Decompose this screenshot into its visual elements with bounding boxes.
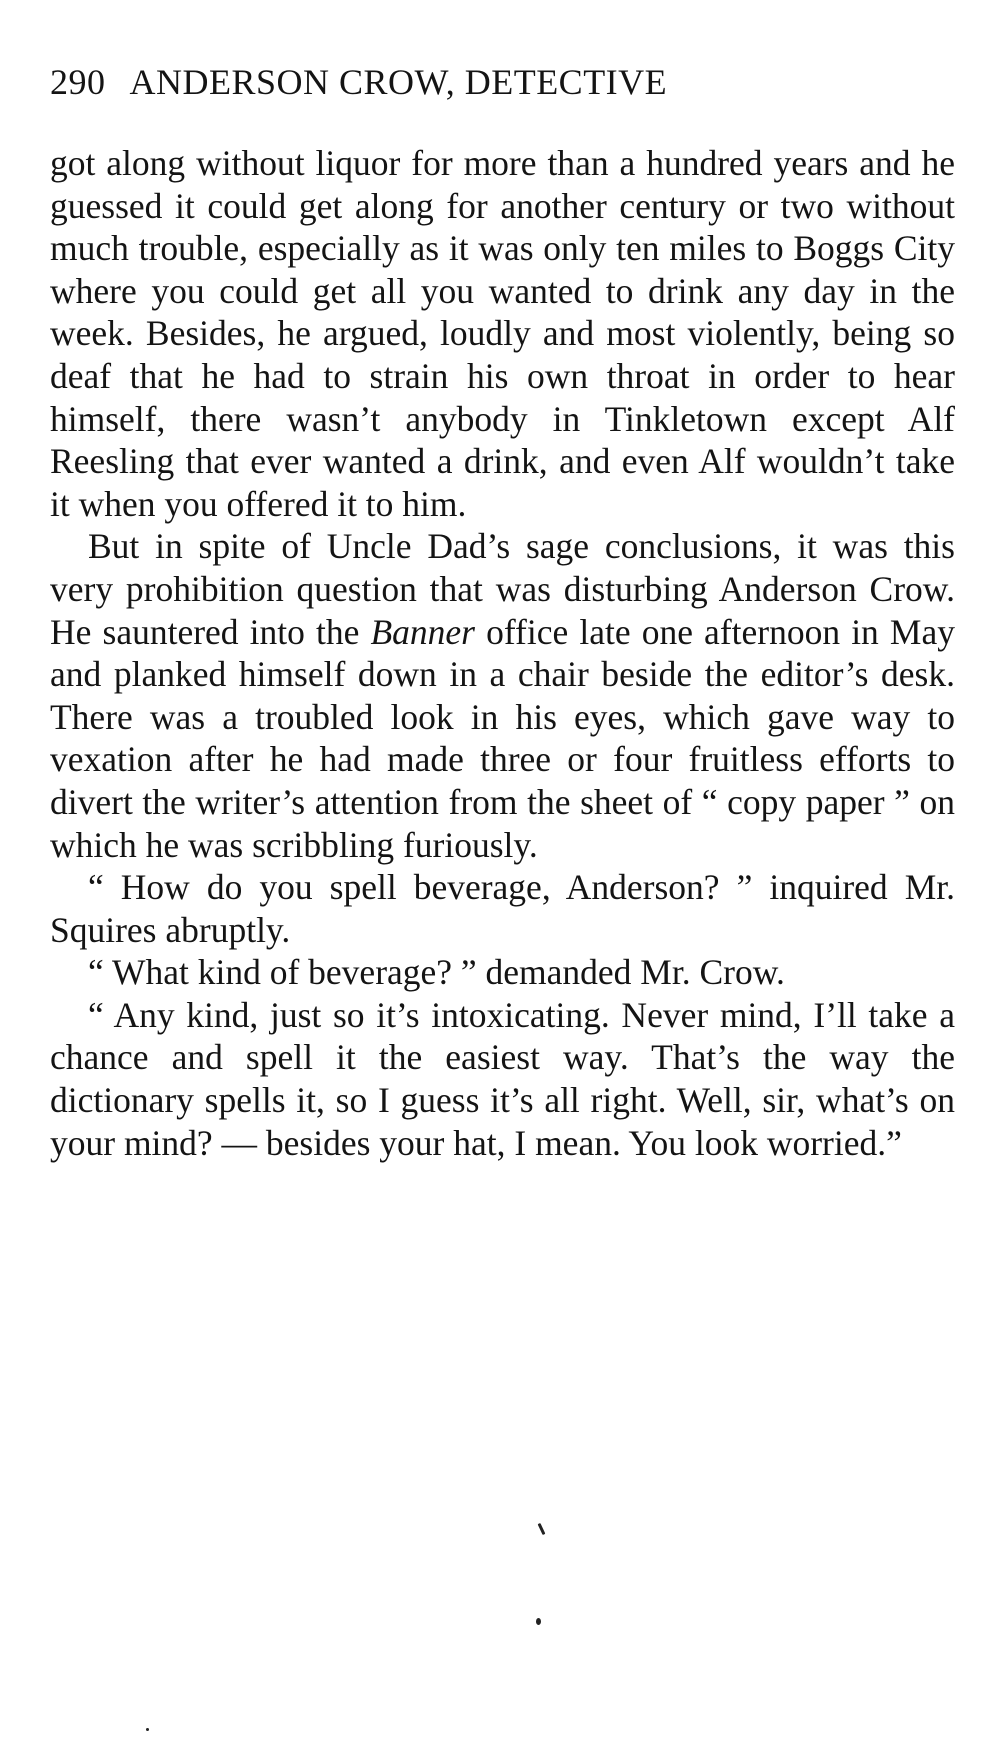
running-title: ANDERSON CROW, DETECTIVE <box>129 62 668 102</box>
page-number: 290 <box>50 62 106 102</box>
print-speck <box>146 1728 149 1731</box>
paragraph-continued: got along without liquor for more than a hundred years and he guessed it could get along for another century or two without much trouble, especially as it was only ten miles to Boggs City where you could get all you wanted to drink any day in the week. Besides, he argued, loudly and most violently, being so deaf that he had to strain his own throat in order to hear himself, there wasn’t anybody in Tinkletown except Alf Reesling that ever wanted a drink, and even Alf wouldn’t take it when you offered it to him. <box>50 143 955 524</box>
print-speck <box>538 1523 546 1535</box>
paragraph-dialogue-kind: “ What kind of beverage? ” demanded Mr. Crow. <box>88 952 785 993</box>
paragraph-dialogue-any-kind: “ Any kind, just so it’s intoxicating. Never mind, I’ll take a chance and spell it the easiest way. That’s the way the dictionary spells it, so I guess it’s all right. Well, sir, what’s on your mind? — besides your hat, I mean. You look worried.” <box>50 994 955 1163</box>
running-head <box>50 60 955 104</box>
print-speck <box>536 1618 541 1625</box>
paragraph-text: But in spite of Uncle Dad’s sage conclusions, it was this very prohibition question that was disturbing Anderson Crow. He sauntered into the <box>50 526 955 652</box>
paragraph-text: office late one afternoon in May and planked himself down in a chair beside the editor’s desk. There was a troubled look in his eyes, which gave way to vexation after he had made three or four fruitless efforts to divert the writer’s attention from the sheet of “ copy paper ” on which he was scribbling furiously. <box>50 611 955 865</box>
paragraph-banner-office <box>50 525 955 866</box>
newspaper-name: Banner <box>370 611 475 652</box>
book-page <box>50 60 955 1164</box>
body-text <box>50 142 955 1164</box>
paragraph-dialogue-spell: “ How do you spell beverage, Anderson? ” inquired Mr. Squires abruptly. <box>50 867 955 950</box>
